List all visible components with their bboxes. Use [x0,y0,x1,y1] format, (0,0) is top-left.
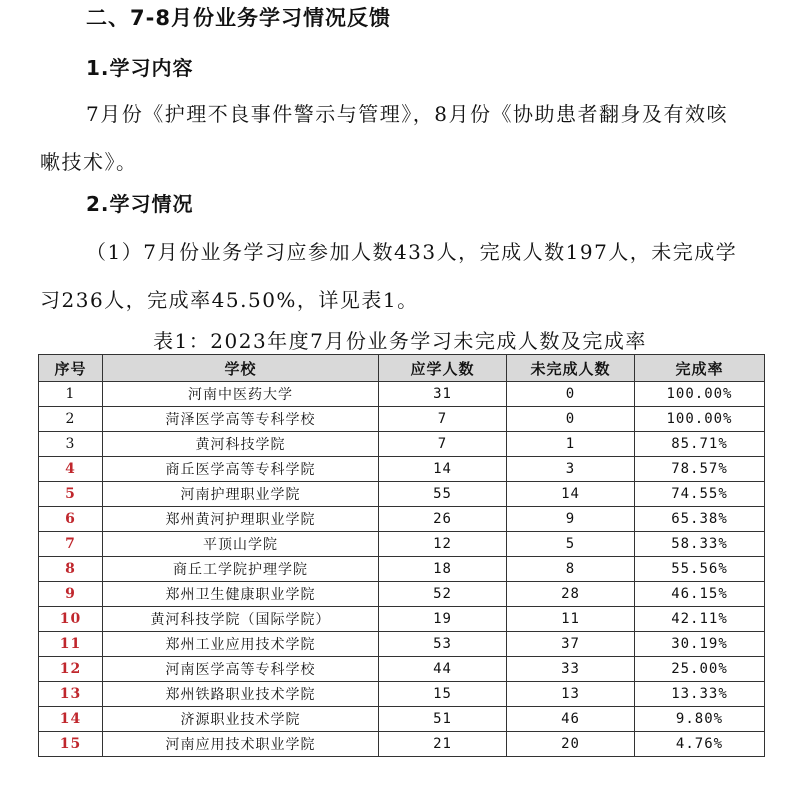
header-school: 学校 [103,355,379,382]
row-rate: 74.55% [635,482,765,507]
row-incomplete: 46 [507,707,635,732]
table-row [39,557,765,582]
row-school: 黄河科技学院（国际学院） [103,607,379,632]
row-should: 52 [379,582,507,607]
table-header-row [39,355,765,382]
row-incomplete: 5 [507,532,635,557]
row-no: 8 [39,557,103,582]
row-no: 13 [39,682,103,707]
header-rate: 完成率 [635,355,765,382]
table-row [39,732,765,757]
table-row [39,632,765,657]
row-incomplete: 13 [507,682,635,707]
row-rate: 13.33% [635,682,765,707]
row-rate: 65.38% [635,507,765,532]
row-incomplete: 37 [507,632,635,657]
row-rate: 42.11% [635,607,765,632]
row-school: 郑州铁路职业技术学院 [103,682,379,707]
row-no: 1 [39,382,103,407]
row-rate: 46.15% [635,582,765,607]
subsection-title-status: 2.学习情况 [86,192,194,216]
table-row [39,407,765,432]
row-school: 平顶山学院 [103,532,379,557]
table-row [39,707,765,732]
row-incomplete: 14 [507,482,635,507]
row-should: 19 [379,607,507,632]
row-incomplete: 33 [507,657,635,682]
row-school: 菏泽医学高等专科学校 [103,407,379,432]
row-rate: 78.57% [635,457,765,482]
row-rate: 4.76% [635,732,765,757]
row-school: 商丘医学高等专科学院 [103,457,379,482]
subsection-title-content: 1.学习内容 [86,56,194,80]
table-row [39,507,765,532]
table-row [39,682,765,707]
row-no: 10 [39,607,103,632]
row-no: 7 [39,532,103,557]
row-rate: 55.56% [635,557,765,582]
row-no: 14 [39,707,103,732]
content-paragraph-line1: 7月份《护理不良事件警示与管理》，8月份《协助患者翻身及有效咳 [86,102,728,126]
row-incomplete: 3 [507,457,635,482]
row-incomplete: 28 [507,582,635,607]
table-row [39,382,765,407]
status-paragraph-line1: （1）7月份业务学习应参加人数433人，完成人数197人，未完成学 [86,240,738,264]
row-should: 44 [379,657,507,682]
row-no: 12 [39,657,103,682]
row-school: 河南应用技术职业学院 [103,732,379,757]
row-rate: 100.00% [635,382,765,407]
row-incomplete: 20 [507,732,635,757]
row-should: 55 [379,482,507,507]
table-row [39,482,765,507]
table-row [39,532,765,557]
row-no: 6 [39,507,103,532]
row-no: 15 [39,732,103,757]
row-no: 2 [39,407,103,432]
row-should: 7 [379,407,507,432]
section-heading: 二、7-8月份业务学习情况反馈 [86,6,391,30]
row-should: 18 [379,557,507,582]
row-rate: 100.00% [635,407,765,432]
table-row [39,432,765,457]
row-should: 14 [379,457,507,482]
row-should: 12 [379,532,507,557]
row-no: 9 [39,582,103,607]
row-no: 4 [39,457,103,482]
row-rate: 30.19% [635,632,765,657]
header-incomplete: 未完成人数 [507,355,635,382]
row-incomplete: 0 [507,382,635,407]
row-incomplete: 11 [507,607,635,632]
row-should: 51 [379,707,507,732]
row-should: 26 [379,507,507,532]
status-paragraph-line2: 习236人，完成率45.50%，详见表1。 [40,288,419,312]
row-school: 郑州卫生健康职业学院 [103,582,379,607]
row-should: 31 [379,382,507,407]
row-should: 53 [379,632,507,657]
row-no: 5 [39,482,103,507]
header-should: 应学人数 [379,355,507,382]
row-incomplete: 8 [507,557,635,582]
row-rate: 25.00% [635,657,765,682]
row-should: 15 [379,682,507,707]
table-row [39,457,765,482]
completion-table [38,354,765,757]
row-school: 河南中医药大学 [103,382,379,407]
row-should: 21 [379,732,507,757]
table-caption: 表1：2023年度7月份业务学习未完成人数及完成率 [153,329,647,353]
row-rate: 58.33% [635,532,765,557]
row-school: 郑州黄河护理职业学院 [103,507,379,532]
row-incomplete: 1 [507,432,635,457]
row-should: 7 [379,432,507,457]
row-school: 河南医学高等专科学校 [103,657,379,682]
table-row [39,582,765,607]
content-paragraph-line2: 嗽技术》。 [40,150,138,174]
row-school: 济源职业技术学院 [103,707,379,732]
row-incomplete: 0 [507,407,635,432]
row-no: 3 [39,432,103,457]
header-no: 序号 [39,355,103,382]
row-incomplete: 9 [507,507,635,532]
table-row [39,657,765,682]
table-row [39,607,765,632]
row-no: 11 [39,632,103,657]
row-rate: 85.71% [635,432,765,457]
row-school: 河南护理职业学院 [103,482,379,507]
row-school: 郑州工业应用技术学院 [103,632,379,657]
row-school: 黄河科技学院 [103,432,379,457]
row-school: 商丘工学院护理学院 [103,557,379,582]
row-rate: 9.80% [635,707,765,732]
